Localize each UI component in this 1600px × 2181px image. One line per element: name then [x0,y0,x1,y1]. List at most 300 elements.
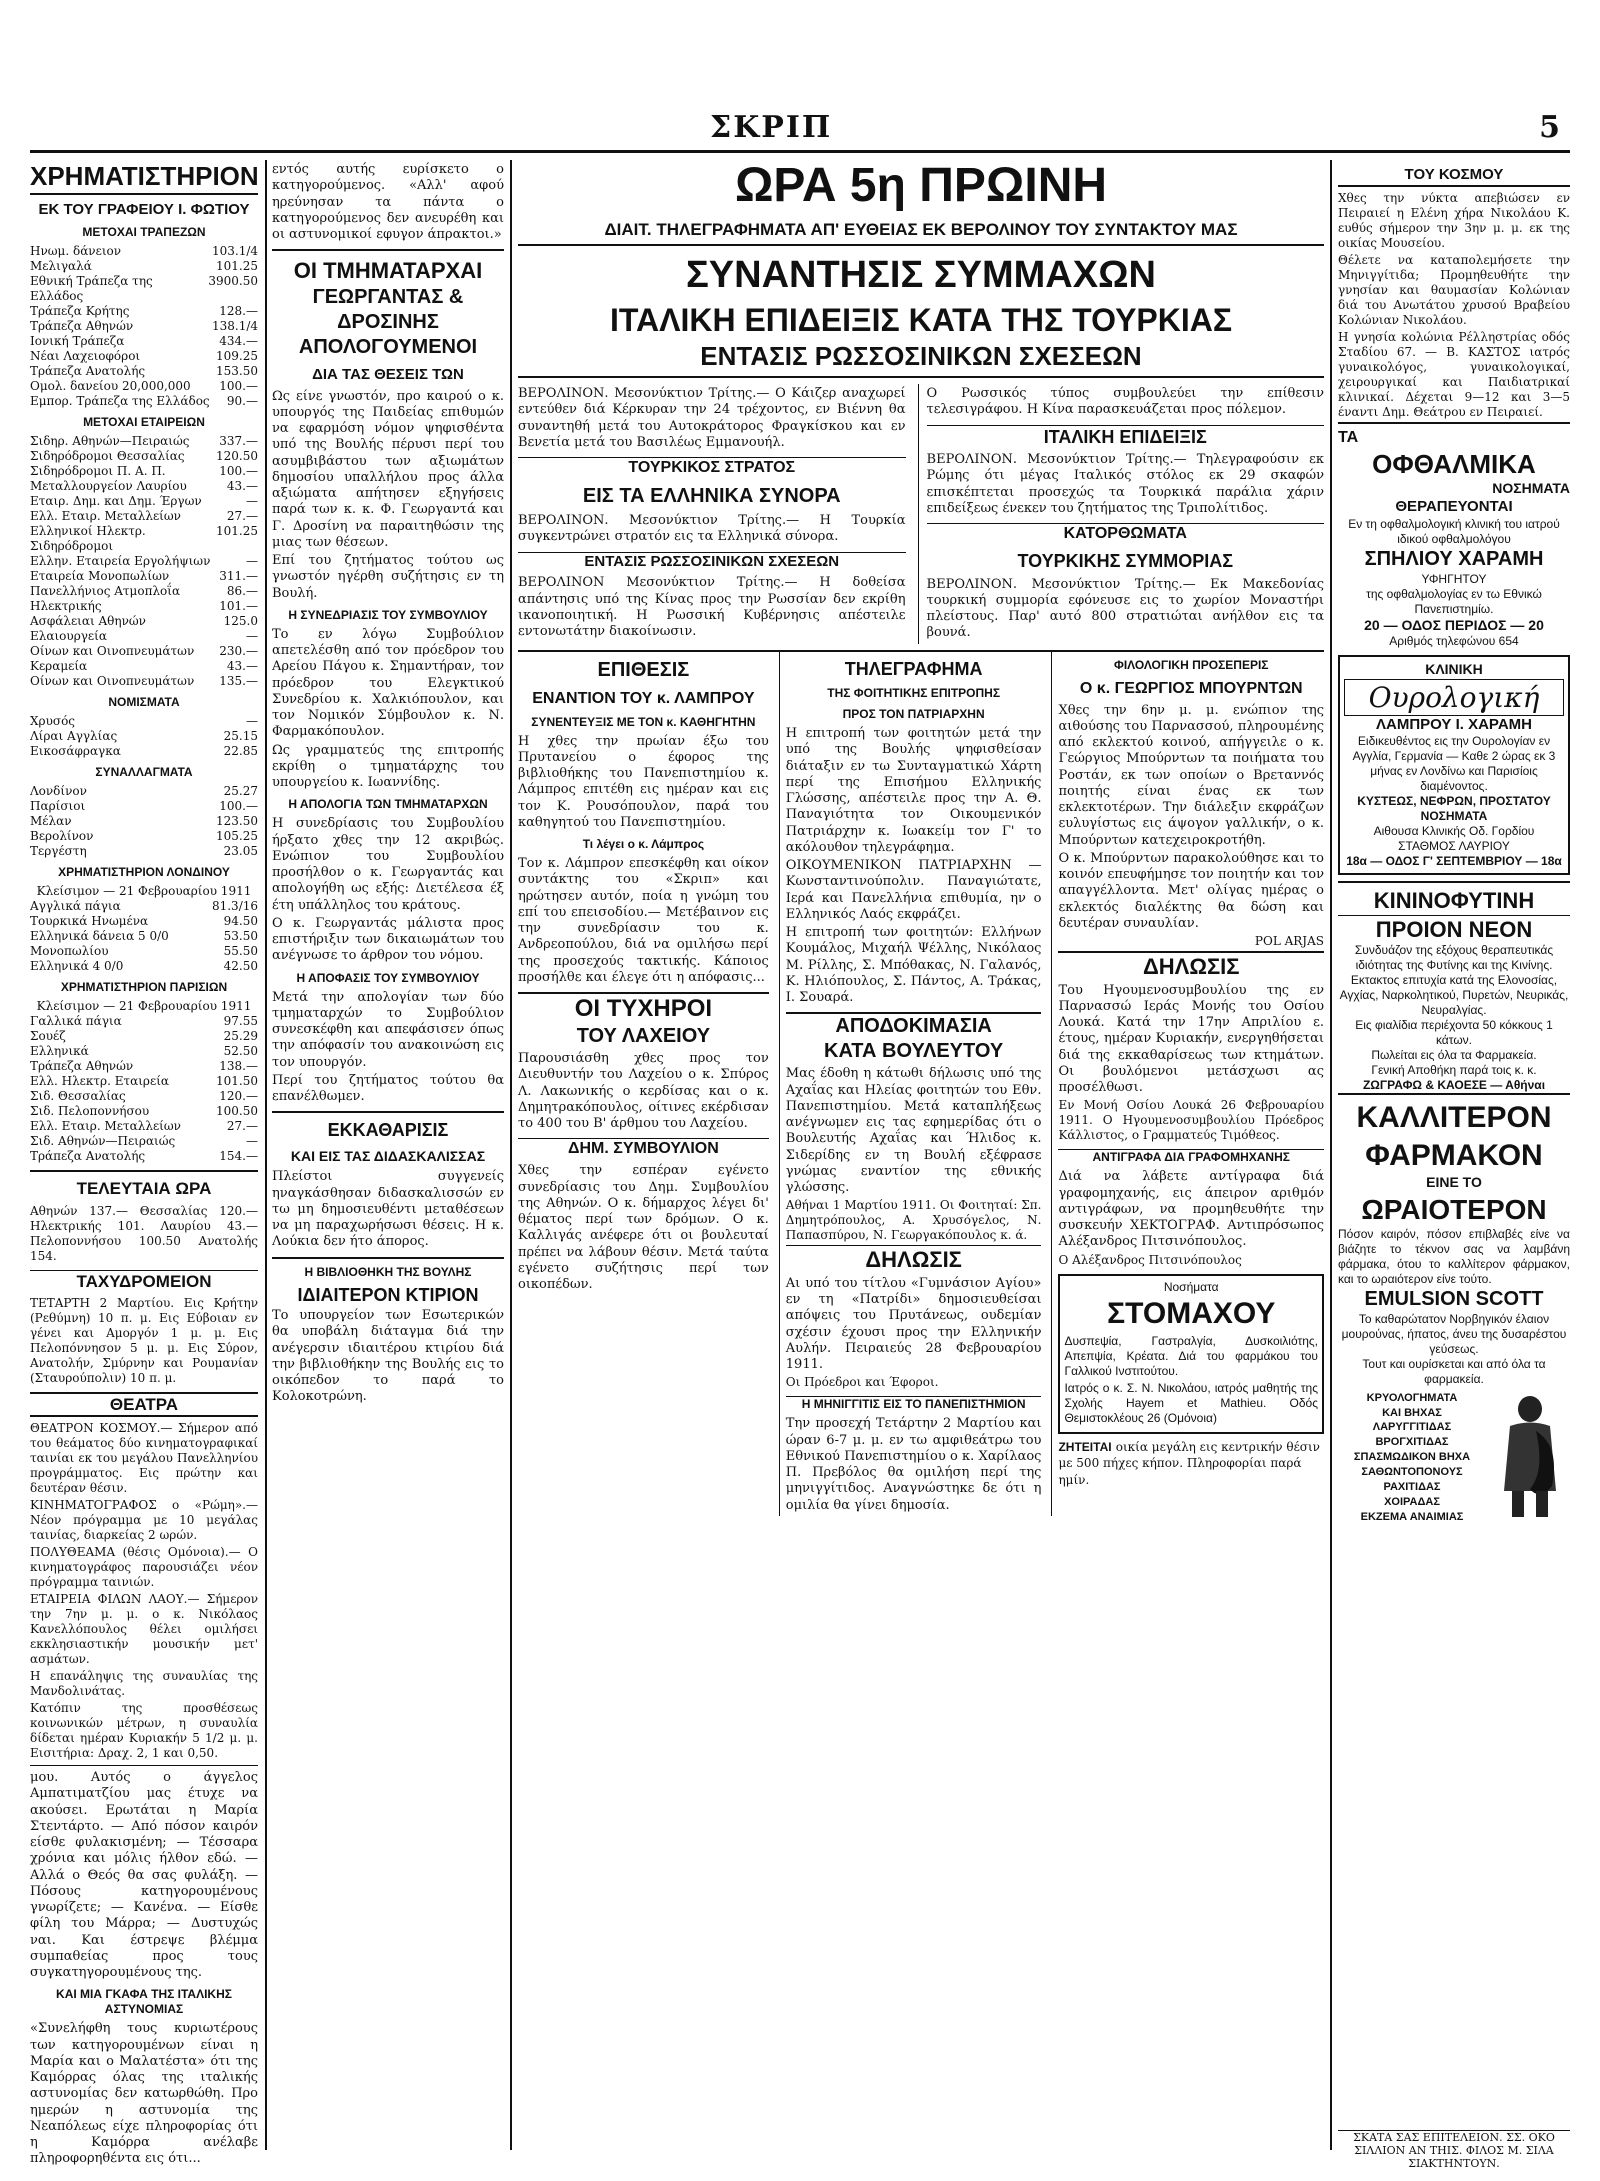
price-label: Βερολίνον [30,829,94,844]
kall-line2: ΦΑΡΜΑΚΟΝ [1365,1138,1543,1172]
copies-text: Διά να λάβετε αντίγραφα διά γραφομηχανής, εις άπειρον αριθμόν αντιγράφων, να προμηθευθήτε την συσκευήν ΧΕΚΤΟΓΡΑΦ. Αντιπρόσωπος Αλέξανδρος Πιτσινόπουλος. [1058,1169,1324,1250]
price-row [30,554,258,569]
column-officials [272,160,504,1408]
price-row [30,599,258,614]
price-row [30,659,258,674]
price-label: Κεραμεία [30,659,88,674]
lottery-title: ΟΙ ΤΥΧΗΡΟΙ [518,992,769,1024]
story-text: μου. Αυτός ο άγγελος Αμπατιματζίου μας έτυχε να ακούσει. Ερωτάται η Μαρία Στεντάρτο. — Από πόσον καιρόν είσθε φυλακισμένη; — Τέσσαρα χρόνια και μόλις ήλθον εδώ. — Αλλά ο Θεός θα σας φυλάξη. — Πόσους κατηγορουμένους γνωρίζετε; — Κανένα. — Είσθε φίλη του Μάρρα; — Δυστυχώς ναι. Και έστρεψε βλέμμα συμπαθείας προς τους συγκατηγορουμένους της. [30,1770,258,1980]
ailment: ΛΑΡΥΓΓΙΤΙΔΑΣ [1372,1421,1452,1434]
attack-p2: Τον κ. Λάμπρον επεσκέφθη και οίκον συντάκτης του «Σκριπ» και ηρώτησεν αυτόν, ποία η γνώμη του επί του επεισοδίου.— Μετέβαινον εις την συνεδρίασιν του κ. Ανδρεοπούλου, διά να ομιλήσω περί της προσεχούς τακτικής. Κάποιος προσήλθε και έλεγε ότι η απόφασις... [518,856,769,985]
italian-police-title: ΚΑΙ ΜΙΑ ΓΚΑΦΑ ΤΗΣ ΙΤΑΛΙΚΗΣ ΑΣΤΥΝΟΜΙΑΣ [56,1987,232,2017]
declaration2-signature: Εν Μονή Οσίου Λουκά 26 Φεβρουαρίου 1911. Ο Ηγουμενοσυμβουλίου Πρόεδρος Κάλλιστος, ο Γραμματεύς Τιμόθεος. [1058,1098,1324,1143]
last-hour-text: Αθηνών 137.— Θεσσαλίας 120.— Ηλεκτρικής 101. Λαυρίου 43.— Πελοποννήσου 100.50 Ανατολής 154. [30,1203,258,1263]
price-label: Ελληνικά 4 0/0 [30,959,124,974]
intro-text: εντός αυτής ευρίσκετο ο κατηγορούμενος. «Αλλ' αφού ηρεύνησαν τα πάντα ο κατηγορούμενος δεν ανευρέθη και οι αστυνομικοί εφυγον άπρακτοι.» [272,162,504,242]
clinic-line1: ΚΛΙΝΙΚΗ [1425,661,1483,677]
price-value: 90.— [226,394,258,409]
price-row [30,319,258,334]
price-row [30,629,258,644]
price-label: Ομολ. δανείου 20,000,000 [30,379,191,394]
last-hour-title: ΤΕΛΕΥΤΑΙΑ ΩΡΑ [76,1179,212,1199]
clinic-line6: Αιθουσα Κλινικής Οδ. Γορδίου [1373,824,1535,839]
price-value: 230.— [219,644,258,659]
price-label: Ελλην. Εταιρεία Εργολήψιων [30,554,211,569]
literary-signature: POL ARJAS [1254,934,1324,949]
price-row [30,244,258,259]
kin-line6: Πωλείται εις όλα τα Φαρμακεία. [1371,1048,1537,1063]
price-value: — [246,1134,258,1149]
oph-doctor: ΣΠΗΛΙΟΥ ΧΑΡΑΜΗ [1364,547,1544,570]
scott-ad [1338,1093,1570,1524]
price-value: 27.— [226,1119,258,1134]
kin-line1: ΚΙΝΙΝΟΦΥΤΙΝΗ [1338,887,1570,916]
price-row [30,614,258,629]
column-finance [30,160,258,2170]
officials-p2: Επί του ζητήματος τούτου ως γνωστόν ηγέρθη συζήτησις εν τη Βουλή. [272,553,504,601]
column-rule [510,160,512,2150]
council-title: ΔΗΜ. ΣΥΜΒΟΥΛΙΟΝ [518,1138,769,1159]
price-label: Λίραι Αγγλίας [30,729,118,744]
world-p2: Θέλετε να καταπολεμήσετε την Μηνιγγίτιδα; Προμηθευθήτε την γνησίαν και θαυμασίαν Κολώνιαν διά του Ανωτάτου χρυσού Βραβείου Κολώνιαν Νικολάου. [1338,252,1570,327]
gang-feats-title: ΚΑΤΟΡΘΩΜΑΤΑ [927,523,1324,544]
literary-subtitle: Ο κ. ΓΕΩΡΓΙΟΣ ΜΠΟΥΡΝΤΩΝ [1079,679,1303,697]
price-row [30,1134,258,1149]
banner-headline: ΩΡΑ 5η ΠΡΩΙΝΗ [734,159,1108,212]
price-label: Ελληνικά [30,1044,89,1059]
price-value: 138.1/4 [211,319,258,334]
kininofytini-ad [1338,881,1570,1093]
price-row [30,464,258,479]
ailment: ΒΡΟΓΧΙΤΙΔΑΣ [1375,1436,1449,1449]
price-value: 43.— [226,659,258,674]
kin-line2: ΠΡΟΙΟΝ ΝΕΟΝ [1375,916,1533,942]
price-label: Ελληνικοί Ηλεκτρ. Σιδηρόδρομοι [30,524,146,554]
bank-shares-list [30,244,258,409]
price-row [30,799,258,814]
column-ads [1338,160,1570,1524]
price-label: Τράπεζα Αθηνών [30,319,134,334]
library-subtitle: ΙΔΙΑΙΤΕΡΟΝ ΚΤΙΡΙΟΝ [297,1284,479,1305]
price-label: Σιδηρόδρομοι Θεσσαλίας [30,449,185,464]
theatre-item: Η επανάληψις της συναυλίας της Μανδολινάτας. [30,1669,258,1698]
telegram-title: ΤΗΛΕΓΡΑΦΗΜΑ [844,658,983,679]
price-row [30,944,258,959]
price-value: 154.— [219,1149,258,1164]
literary-title: ΦΙΛΟΛΟΓΙΚΗ ΠΡΟΣΕΠΕΡΙΣ [1113,657,1269,672]
price-label: Μονοπωλίου [30,944,109,959]
literary-p1: Χθες την 6ην μ. μ. ενώπιον της αιθούσης του Παρνασσού, πληρουμένης από εκλεκτού κοινού, απήγγειλε ο κ. Γεώργιος Μπούρντων τα ποιήματα του Ροστάν, εκ των οποίων ο Βρεταννός ποιητής είναι ένας εκ των εκλεκτοτέρων. Την διάλεξιν εκφράζων ευλυγίστως εις άψογον γαλλικήν, ο κ. Μπούρντων κατεχειροκροτήθη. [1058,702,1324,848]
lottery-text: Παρουσιάσθη χθες προς τον Διευθυντήν του Λαχείου ο κ. Σπύρος Λ. Λακωνικής ο κερδίσας και ο κ. Δημητρακόπουλος, οίτινες εκέρδισαν το 400 του Β' άρθμου του Λαχείου. [518,1051,769,1132]
price-value: — [246,494,258,509]
declaration-text: Αι υπό του τίτλου «Γυμνάσιον Αγίου» εν τη «Πατρίδι» δημοσιευθείσαι απόψεις του Πρυτάνεως, ουδεμίαν σχέσιν έχουσι προς την Ελληνικήν Αυλήν. Πειραιεύς 28 Φεβρουαρίου 1911. [785,1275,1042,1373]
price-value: 25.29 [223,1029,258,1044]
london-date: Κλείσιμον — 21 Φεβρουαρίου 1911 [36,884,252,899]
price-row [30,584,258,599]
price-row [30,1074,258,1089]
price-label: Τράπεζα Αθηνών [30,1059,134,1074]
price-value: 311.— [219,569,258,584]
kin-line4: Εκτακτος επιτυχία κατά της Ελονοσίας, Αγχίας, Ναρκολητικού, Πυρετών, Νευρικάς, Νευραλγίας. [1339,973,1569,1018]
theatre-item: ΕΤΑΙΡΕΙΑ ΦΙΛΩΝ ΛΑΟΥ.— Σήμερον την 7ην μ. μ. ο κ. Νικόλαος Κανελλόπουλος θέλει ομιλήσει εκκλησιαστικήν μουσικήν μετ' ασμάτων. [30,1592,258,1666]
price-value: — [246,629,258,644]
attack-p1: Η χθες την πρωίαν έξω του Πρυτανείου ο έφορος της βιβλιοθήκης του Πανεπιστημίου κ. Λάμπρος επιτέθη εις ημέραν και εις τον Κ. Ρουσόπουλον, παρά του καθηγητού του Πανεπιστημίου. [518,733,769,830]
exchange-list [30,784,258,859]
price-label: Εταιρεία Μονοπωλίων [30,569,170,584]
banner-subheadline: ΔΙΑΙΤ. ΤΗΛΕΓΡΑΦΗΜΑΤΑ ΑΠ' ΕΥΘΕΙΑΣ ΕΚ ΒΕΡΟΛΙΝΟΥ ΤΟΥ ΣΥΝΤΑΚΤΟΥ ΜΑΣ [518,219,1324,246]
wanted-title: ΖΗΤΕΙΤΑΙ [1058,1440,1112,1455]
price-label: Ελληνικά δάνεια 5 0/0 [30,929,169,944]
price-label: Σιδ. Θεσσαλίας [30,1089,126,1104]
copies-title: ΑΝΤΙΓΡΑΦΑ ΔΙΑ ΓΡΑΦΟΜΗΧΑΝΗΣ [1058,1149,1324,1165]
price-row [30,784,258,799]
oph-line2: ΟΦΘΑΛΜΙΚΑ [1372,448,1536,479]
telegram-p2: ΟΙΚΟΥΜΕΝΙΚΟΝ ΠΑΤΡΙΑΡΧΗΝ — Κωνσταντινούπολιν. Παναγιώτατε, Ιερά και Πανελλήνια επιθυμία, ην ο Ελληνικός Λαός εκφράζει. [785,858,1042,922]
price-row [30,729,258,744]
officials-head-4: ΔΙΑ ΤΑΣ ΘΕΣΕΙΣ ΤΩΝ [312,365,464,383]
ailment: ΚΑΙ ΒΗΧΑΣ [1382,1406,1442,1419]
center-right-column [918,384,1324,644]
clinic-line7: ΣΤΑΘΜΟΣ ΛΑΥΡΙΟΥ [1398,839,1510,854]
oph-line5: Εν τη οφθαλμολογική κλινική του ιατρού ιδικού οφθαλμολόγου [1348,516,1560,546]
library-text: Το υπουργείον των Εσωτερικών θα υποβάλη διάταγμα διά την ανέγερσιν ιδιαιτέρου κτιρίου διά την βιβλιοθήκην της Βουλής εις το οικόπεδον το παρά το Κολοκοτρώνη. [272,1308,504,1405]
gang-feats-subtitle: ΤΟΥΡΚΙΚΗΣ ΣΥΜΜΟΡΙΑΣ [1017,551,1234,572]
price-row [30,714,258,729]
price-label: Σιδηρ. Αθηνών—Πειραιώς [30,434,190,449]
headline-italy: ΙΤΑΛΙΚΗ ΕΠΙΔΕΙΞΙΣ ΚΑΤΑ ΤΗΣ ΤΟΥΡΚΙΑΣ [609,301,1233,338]
ophthalmic-ad [1338,422,1570,649]
price-value: 120.50 [216,449,258,464]
disapproval-signatures: Αθήναι 1 Μαρτίου 1911. Οι Φοιτηταί: Σπ. Δημητρόπουλος, Α. Χρυσόγελος, Ν. Παπασπύρου, Ν. Γεωργακόπουλος κ. ά. [785,1198,1042,1243]
officials-head-1: ΟΙ ΤΜΗΜΑΤΑΡΧΑΙ [293,258,483,284]
price-row [30,744,258,759]
council-text: Χθες την εσπέραν εγένετο συνεδρίασις του Δημ. Συμβουλίου της Αθηνών. Ο κ. δήμαρχος λέγει δι' θέματος περί των δρόμων. Ο κ. Καλλιγάς ανέφερε ότι οι βουλευταί πρέπει να λάβουν θέσιν. Μετά ταύτα εγένετο συζήτησις περί των οικοπέδων. [518,1163,769,1293]
price-label: Αγγλικά πάγια [30,899,121,914]
emulsion-text-2: Τουτ και ουρίσκεται και από όλα τα φαρμακεία. [1362,1356,1546,1386]
price-value: 81.3/16 [211,899,258,914]
theatre-item: ΚΙΝΗΜΑΤΟΓΡΑΦΟΣ ο «Ρώμη».— Νέον πρόγραμμα με 10 μεγάλας ταινίας, διαρκείας 2 ωρών. [30,1498,258,1542]
price-value: 94.50 [223,914,258,929]
price-value: 337.— [219,434,258,449]
price-row [30,1059,258,1074]
price-row [30,364,258,379]
price-row [30,479,258,494]
price-row [30,379,258,394]
purge-text: Πλείστοι συγγενείς ηναγκάσθησαν διδασκαλισσών εν τω μη δημοσιευθέντι μεταθέσεων να μη παραχωρήσωσι θέσεις. Η κ. Λούκια δεν ήτο άπορος. [272,1169,504,1250]
price-row [30,899,258,914]
price-value: 138.— [219,1059,258,1074]
disapproval-text: Μας έδοθη η κάτωθι δήλωσις υπό της Αχαΐας και Ηλείας φοιτητών του Εθν. Πανεπιστημίου. Μετά καταπλήξεως ανέγνωμεν εις τας εφημερίδας ότι ο Βουλευτής Αχαΐας και Ήλιδος κ. Σιδερίδης εν τη Βουλή εξέφρασε γνώμας εναντίον της εθνικής γλώσσης. [785,1066,1042,1196]
decision-title: Η ΑΠΟΦΑΣΙΣ ΤΟΥ ΣΥΜΒΟΥΛΙΟΥ [296,970,480,985]
kall-line4: ΩΡΑΙΟΤΕΡΟΝ [1361,1193,1547,1225]
copies-signature: Ο Αλέξανδρος Πιτσινόπουλος [1058,1252,1242,1267]
italian-display-text: ΒΕΡΟΛΙΝΟΝ. Μεσονύκτιον Τρίτης.— Τηλεγραφούσιν εκ Ρώμης ότι μέγας Ιταλικός στόλος εκ 29 σκαφών επισκέπτεται προσεχώς τα Τουρκικά παράλια χάριν επιδείξεως ένεκεν του ζητήματος της Τριπολίτιδος. [926,452,1324,516]
section-paris: ΧΡΗΜΑΤΙΣΤΗΡΙΟΝ ΠΑΡΙΣΙΩΝ [60,980,228,995]
oph-line8: της οφθαλμολογίας εν τω Εθνικώ Πανεπιστημίω. [1366,586,1542,616]
price-label: Γαλλικά πάγια [30,1014,122,1029]
literary-p2: Ο κ. Μπούρντων παρακολούθησε και το κοινόν επευφήμησε τον ποιητήν και τον απαγγέλλοντα. Μετ' ολίγας ημέρας ο εκλεκτός διαλέκτης θα δώση και δευτέραν συναυλίαν. [1058,850,1324,931]
price-row [30,334,258,349]
lambros-says-title: Τι λέγει ο κ. Λάμπρος [582,837,705,852]
disapproval-title: ΑΠΟΔΟΚΙΜΑΣΙΑ [786,1012,1042,1039]
price-label: Ελλ. Ηλεκτρ. Εταιρεία [30,1074,169,1089]
price-value: 101.25 [216,259,258,274]
price-row [30,1104,258,1119]
post-text: ΤΕΤΑΡΤΗ 2 Μαρτίου. Εις Κρήτην (Ρεθύμνη) 10 π. μ. Εις Εύβοιαν εν γένει και Αμοργόν 1 μ. μ. Εις Πελοπόννησον 5 μ. μ. Εις Σύρον, Ανατολήν, Σμύρνην και Ρουμανίαν (Σταυρούπολιν) 10 π. μ. [30,1295,258,1385]
paris-date: Κλείσιμον — 21 Φεβρουαρίου 1911 [36,999,252,1014]
price-row [30,844,258,859]
price-value: 23.05 [223,844,258,859]
stomach-signature: Ιατρός ο κ. Σ. Ν. Νικολάου, ιατρός μαθητής της Σχολής Hayem et Mathieu. Οδός Θεμιστοκλέους 26 (Ομόνοια) [1064,1381,1318,1426]
price-value: 100.50 [216,1104,258,1119]
price-row [30,1029,258,1044]
price-row [30,829,258,844]
library-title: Η ΒΙΒΛΙΟΘΗΚΗ ΤΗΣ ΒΟΥΛΗΣ [304,1264,472,1279]
kall-line5: Πόσον καιρόν, πόσον επιβλαβές είνε να βιάζητε το τέκνον σας να λαμβάνη φάρμακα, ότου το καλλίτερον φάρμακον, και το ωραιότερον είνε τούτο. [1338,1226,1570,1286]
price-label: Οίνων και Οινοπνευμάτων [30,674,195,689]
price-label: Λονδίνον [30,784,87,799]
telegram-column [779,652,1042,1516]
price-label: Ελλ. Εταιρ. Μεταλλείων [30,1119,181,1134]
berlin-dispatch-1: ΒΕΡΟΛΙΝΟΝ. Μεσονύκτιον Τρίτης.— Ο Κάιζερ αναχωρεί εντεύθεν διά Κέρκυραν την 24 τρέχοντος, εν Βιέννη θα συναντηθή μετά του Αυτοκράτορος Φραγκίσκου και εν Βενετία μετά του Βασιλέως Εμμανουήλ. [518,386,906,450]
price-label: Τουρκικά Ηνωμένα [30,914,149,929]
literary-column [1051,652,1324,1516]
theatre-item: Κατόπιν της προσθέσεως κοινωνικών μέτρων, η συναυλία δίδεται ημέραν Κυριακήν 5 1/2 μ. μ. Εισιτήρια: Δραχ. 2, 1 και 0,50. [30,1701,258,1760]
stomach-text: Δυσπεψία, Γαστραλγία, Δυσκοιλιότης, Απεπψία, Κρέατα. Διά του φαρμάκου του Γαλλικού Ινστιτούτου. [1064,1334,1318,1379]
wanted-text: οικία μεγάλη εις κεντρικήν θέσιν με 500 πήχες κήπον. Πληροφορίαι παρά ημίν. [1058,1440,1320,1487]
council-session-title: Η ΣΥΝΕΔΡΙΑΣΙΣ ΤΟΥ ΣΥΜΒΟΥΛΙΟΥ [288,607,488,622]
price-value: 101.— [219,599,258,614]
world-p3: Η γνησία κολώνια Ρέλληστρίας οδός Σταδίου 67. — Β. ΚΑΣΤΟΣ ιατρός γυναικολόγος, γυναικολογικαί, χειρουργικαί και Παιδιατρικαί κλινικαί. Δέχεται 9—12 και 3—5 έναντι Δημ. Θεάτρου εν Πειραιεί. [1338,329,1570,419]
price-label: Χρυσός [30,714,76,729]
finance-title: ΧΡΗΜΑΤΙΣΤΗΡΙΟΝ [30,160,258,195]
price-label: Μελιγαλά [30,259,92,274]
oph-phone: Αριθμός τηλεφώνου 654 [1389,634,1519,648]
price-value: 123.50 [216,814,258,829]
price-value: 100.— [219,799,258,814]
price-row [30,1119,258,1134]
post-title: ΤΑΧΥΔΡΟΜΕΙΟΝ [30,1270,258,1292]
section-exchange: ΣΥΝΑΛΛΑΓΜΑΤΑ [95,765,193,780]
price-label: Εταιρ. Δημ. και Δημ. Έργων [30,494,202,509]
kin-line8: ΖΩΓΡΑΦΩ & ΚΑΟΕΣΕ — Αθήναι [1362,1078,1546,1093]
price-row [30,929,258,944]
price-row [30,494,258,509]
gang-feats-text: ΒΕΡΟΛΙΝΟΝ. Μεσονύκτιον Τρίτης.— Εκ Μακεδονίας τουρκική συμμορία εφόνευσε εις το χωρίον Μοναστήρι πλείστους. Παρ' αυτό 800 στρατιώται ανήλθον εις τα βουνά. [926,576,1324,641]
price-value: 86.— [226,584,258,599]
kin-line3: Συνδυάζον της εξόχους θεραπευτικάς ιδιότητας της Φυτίνης και της Κινίνης. [1354,943,1554,973]
ailment: ΡΑΧΙΤΙΔΑΣ [1383,1480,1441,1493]
section-bank-shares: ΜΕΤΟΧΑΙ ΤΡΑΠΕΖΩΝ [82,225,206,240]
meningitis-title: Η ΜΗΝΙΓΓΙΤΙΣ ΕΙΣ ΤΟ ΠΑΝΕΠΙΣΤΗΜΙΟΝ [786,1396,1042,1412]
price-row [30,959,258,974]
officials-p6: Ο κ. Γεωργαντάς μάλιστα προς επιστήριξιν των δικαιωμάτων του ανέγνωσε το άρθρον του νόμου. [272,915,504,964]
ailment: ΧΟΙΡΑΔΑΣ [1384,1495,1440,1508]
price-value: 434.— [219,334,258,349]
turkish-army-subtitle: ΕΙΣ ΤΑ ΕΛΛΗΝΙΚΑ ΣΥΝΟΡΑ [582,485,841,508]
price-value: 22.85 [223,744,258,759]
attack-subtitle: ΕΝΑΝΤΙΟΝ ΤΟΥ κ. ΛΑΜΠΡΟΥ [532,689,755,707]
price-value: 100.— [219,379,258,394]
price-label: Ελαιουργεία [30,629,107,644]
price-label: Τεργέστη [30,844,87,859]
price-label: Σιδ. Αθηνών—Πειραιώς [30,1134,176,1149]
price-value: 53.50 [223,929,258,944]
center-left-column [518,384,906,644]
emulsion-scott: EMULSION SCOTT [1364,1287,1544,1310]
ailment: ΣΑΘΩΝΤΟΠΟΝΟΥΣ [1361,1465,1463,1478]
price-row [30,569,258,584]
officials-p4: Ως γραμματεύς της επιτροπής εκρίθη ο τμηματάρχης του υπουργείου κ. Ιωαννίδης. [272,742,504,790]
berlin-dispatch-3: ΒΕΡΟΛΙΝΟΝ Μεσονύκτιον Τρίτης.— Η δοθείσα απάντησις υπό της Κίνας προς την Ρωσσίαν δεν εκρίθη ικανοποιητική. Η Ρωσσική Κυβέρνησις απέστειλε εντονωτάτην διακοίνωσιν. [518,575,906,640]
kin-line7: Γενική Αποθήκη παρά τοις κ. κ. [1371,1063,1537,1078]
price-value: 3900.50 [208,274,258,289]
price-row [30,644,258,659]
currencies-list [30,714,258,759]
telegram-subtitle-1: ΤΗΣ ΦΟΙΤΗΤΙΚΗΣ ΕΠΙΤΡΟΠΗΣ [827,686,1001,701]
price-label: Μέλαν [30,814,72,829]
officials-p1: Ως είνε γνωστόν, προ καιρού ο κ. υπουργός της Παιδείας επιθυμών να εφαρμόση νόμον ψηφισθέντα υπό της Βουλής πέρυσι περί του ασυμβιβάστου των αξιωμάτων δημοσίου υπαλλήλου προς άλλα αξιώματα απήτησεν εξηγήσεις παρά των κ. κ. Φ. Γεωργαντά και Γ. Δροσίνη να παραιτηθώσιν της μιας των θέσεων. [272,388,504,550]
meningitis-text: Την προσεχή Τετάρτην 2 Μαρτίου και ώραν 6-7 μ. μ. εν τω αμφιθεάτρω του Εθνικού Πανεπιστημίου ο κ. Χαρίλαος Π. Πρεβόλος θα ομιλήση περί της μηνιγγίτιδος. Αναγνώστηκε δε ότι η ομιλία θα γίνει δημοσία. [785,1416,1042,1513]
price-label: Μεταλλουργείον Λαυρίου [30,479,187,494]
price-row [30,1014,258,1029]
price-row [30,304,258,319]
turkish-army-title: ΤΟΥΡΚΙΚΟΣ ΣΤΡΑΤΟΣ [518,457,906,478]
price-value: 55.50 [223,944,258,959]
kall-line3: ΕΙΝΕ ΤΟ [1426,1174,1482,1191]
kall-line1: ΚΑΛΛΙΤΕΡΟΝ [1356,1101,1552,1135]
price-row [30,914,258,929]
price-value: 101.25 [216,524,258,539]
kin-line5: Εις φιαλίδια περιέχοντα 50 κόκκους 1 κάτων. [1355,1018,1553,1048]
interview-title: ΣΥΝΕΝΤΕΥΞΙΣ ΜΕ ΤΟΝ κ. ΚΑΘΗΓΗΤΗΝ [531,714,756,729]
officials-p7: Μετά την απολογίαν των δύο τμηματαρχών το Συμβούλιον συνεσκέφθη και απεφάσισεν όπως την απόφασίν του ανακοινώση εις τον υπουργόν. [272,989,504,1070]
price-value: 25.15 [223,729,258,744]
price-value: 101.50 [216,1074,258,1089]
headline-russia: ΕΝΤΑΣΙΣ ΡΩΣΣΟΣΙΝΙΚΩΝ ΣΧΕΣΕΩΝ [518,340,1324,379]
price-row [30,449,258,464]
price-label: Σιδηρόδρομοι Π. Α. Π. [30,464,166,479]
price-label: Τράπεζα Ανατολής [30,1149,146,1164]
ailment: ΚΡΥΟΛΟΓΗΜΑΤΑ [1366,1391,1458,1404]
price-value: 42.50 [223,959,258,974]
price-row [30,524,258,554]
price-label: Ελλ. Εταιρ. Μεταλλείων [30,509,181,524]
theatre-item: ΠΟΛΥΘΕΑΜΑ (θέσις Ομόνοια).— Ο κινηματογράφος παρουσιάζει νέον πρόγραμμα ταινιών. [30,1545,258,1589]
officials-p3: Το εν λόγω Συμβούλιον απετελέσθη από τον πρόεδρον του Αρείου Πάγου κ. Σημαντήραν, τον πρόεδρον του Ελεγκτικού Συνεδρίου κ. Χαλκιόπουλον, και τον Νομικόν Σύμβουλον κ. Ν. Φαρμακόπουλον. [272,626,504,740]
theatre-item: ΘΕΑΤΡΟΝ ΚΟΣΜΟΥ.— Σήμερον από του θεάματος δύο κινηματογραφικαί ταινίαι εκ του μεγάλου Πανελληνίου προγράμματος. Εις πρώτην και δευτέραν θέσιν. [30,1421,258,1495]
section-london: ΧΡΗΜΑΤΙΣΤΗΡΙΟΝ ΛΟΝΔΙΝΟΥ [58,865,230,880]
disapproval-subtitle: ΚΑΤΑ ΒΟΥΛΕΥΤΟΥ [824,1040,1004,1063]
oph-line3: ΝΟΣΗΜΑΤΑ [1492,480,1570,497]
berlin-dispatch-2: ΒΕΡΟΛΙΝΟΝ. Μεσονύκτιον Τρίτης.— Η Τουρκία συγκεντρώνει στρατόν εις τα Ελληνικά σύνορα. [518,513,906,545]
world-p1: Χθες την νύκτα απεβιώσεν εν Πειραιεί η Ελένη χήρα Νικολάου Κ. ευθύς σήμερον την 3ην μ. μ. εκ της οικίας Μουσείου. [1338,190,1570,250]
column-rule [265,160,267,2150]
price-value: 103.1/4 [211,244,258,259]
officials-head-2: ΓΕΩΡΓΑΝΤΑΣ & ΔΡΟΣΙΝΗΣ [312,285,464,333]
price-label: Τράπεζα Κρήτης [30,304,130,319]
paris-list [30,1014,258,1164]
stomach-title: ΣΤΟΜΑΧΟΥ [1107,1296,1276,1330]
finance-subtitle: ΕΚ ΤΟΥ ΓΡΑΦΕΙΟΥ Ι. ΦΩΤΙΟΥ [38,200,250,218]
company-shares-list [30,434,258,689]
price-value: 153.50 [216,364,258,379]
price-value: 100.— [219,464,258,479]
price-value: — [246,554,258,569]
price-label: Ηλεκτρικής [30,599,102,614]
price-label: Σουέζ [30,1029,66,1044]
world-title: ΤΟΥ ΚΟΣΜΟΥ [1338,166,1570,187]
price-label: Παρίσιοι [30,799,86,814]
price-row [30,434,258,449]
section-currencies: ΝΟΜΙΣΜΑΤΑ [108,695,180,710]
price-label: Σιδ. Πελοποννήσου [30,1104,150,1119]
price-row [30,274,258,304]
officials-p5: Η συνεδρίασις του Συμβουλίου ήρξατο χθες την 12 ακριβώς. Ενώπιον του Συμβουλίου προσήλθον ο κ. Γεωργαντάς και απολογήθη ως εξής: Διετέλεσα έξ έτη υπάλληλος του κράτους. [272,816,504,913]
price-value: 105.25 [216,829,258,844]
center-news [518,160,1324,1516]
clinic-line5: ΚΥΣΤΕΩΣ, ΝΕΦΡΩΝ, ΠΡΟΣΤΑΤΟΥ ΝΟΣΗΜΑΤΑ [1357,794,1551,824]
price-value: 97.55 [223,1014,258,1029]
price-value: 128.— [219,304,258,319]
russo-chinese-title: ΕΝΤΑΣΙΣ ΡΩΣΣΟΣΙΝΙΚΩΝ ΣΧΕΣΕΩΝ [518,552,906,572]
price-row [30,1089,258,1104]
price-value: 120.— [219,1089,258,1104]
price-value: 135.— [219,674,258,689]
price-row [30,814,258,829]
price-row [30,394,258,409]
telegram-p1: Η επιτροπή των φοιτητών μετά την υπό της Βουλής ψηφισθείσαν διάταξιν εν τω Συνταγματικώ Χάρτη περί της Επισήμου Ελληνικής Γλώσσης, απέστειλε προς την Α. Θ. Παναγιότητα τον Οικουμενικόν Πατριάρχην κ. Ιωακείμ τον Γ' το ακόλουθον τηλεγράφημα. [785,726,1042,855]
italian-police-text: «Συνελήφθη τους κυριωτέρους των κατηγορουμένων είναι η Μαρία και ο Μαλατέστα» ότι της Καμόρρας όλας της ιταλικής αστυνομίας δεν κατωρθώθη. Προ ημερών η αστυνομία της Νεαπόλεως είχε πληροφορίας ότι η Καμόρρα ανέλαβε πληροφορηθέντα εις ότι... [30,2021,258,2167]
officials-head-3: ΑΠΟΛΟΓΟΥΜΕΝΟΙ [298,335,478,358]
declaration2-title: ΔΗΛΩΣΙΣ [1058,951,1324,981]
price-label: Εμπορ. Τράπεζα της Ελλάδος [30,394,210,409]
lottery-subtitle: ΤΟΥ ΛΑΧΕΙΟΥ [576,1025,711,1048]
price-label: Νέαι Λαχειοφόροι [30,349,141,364]
price-row [30,674,258,689]
price-row [30,349,258,364]
purge-subtitle: ΚΑΙ ΕΙΣ ΤΑΣ ΔΙΔΑΣΚΑΛΙΣΣΑΣ [290,1147,486,1164]
price-value: 43.— [226,479,258,494]
section-company-shares: ΜΕΤΟΧΑΙ ΕΤΑΙΡΕΙΩΝ [83,415,205,430]
price-row [30,509,258,524]
price-row [30,259,258,274]
fisherman-illustration [1490,1391,1570,1521]
clinic-line2: Ουρολογική [1344,679,1564,716]
ailment: ΣΠΑΣΜΩΔΙΚΟΝ ΒΗΧΑ [1353,1451,1471,1464]
declaration-title: ΔΗΛΩΣΙΣ [786,1245,1042,1274]
clinic-address: 18α — ΟΔΟΣ Γ' ΣΕΠΤΕΜΒΡΙΟΥ — 18α [1346,854,1562,869]
headline-allies: ΣΥΝΑΝΤΗΣΙΣ ΣΥΜΜΑΧΩΝ [685,254,1156,297]
officials-p8: Περί του ζητήματος τούτου θα επανέλθωμεν. [272,1072,504,1104]
telegram-subtitle-2: ΠΡΟΣ ΤΟΝ ΠΑΤΡΙΑΡΧΗΝ [842,707,985,722]
emulsion-text: Το καθαρώτατον Νορβηγικόν έλαιον μουρούνας, ήπατος, άνευ της δυσαρέστου γεύσεως. [1341,1311,1567,1356]
ailments-list [1338,1391,1486,1525]
attack-title: ΕΠΙΘΕΣΙΣ [597,658,690,681]
attack-column [518,652,769,1516]
london-list [30,899,258,974]
wanted-ad [1058,1440,1324,1489]
price-value: 52.50 [223,1044,258,1059]
price-value: — [246,714,258,729]
masthead [30,110,1570,153]
clinic-line4: Ειδικευθέντος εις την Ουρολογίαν εν Αγγλία, Γερμανία — Καθε 2 ώρας εκ 3 μήνας εν Λονδίνω και Παρισίοις διαμένοντος. [1352,734,1556,794]
purge-title: ΕΚΚΑΘΑΡΙΣΙΣ [327,1120,449,1141]
price-label: Ιονική Τράπεζα [30,334,125,349]
stomach-ad [1058,1274,1324,1435]
oph-address: 20 — ΟΔΟΣ ΠΕΡΙΔΟΣ — 20 [1364,616,1544,633]
price-label: Ασφάλειαι Αθηνών [30,614,146,629]
